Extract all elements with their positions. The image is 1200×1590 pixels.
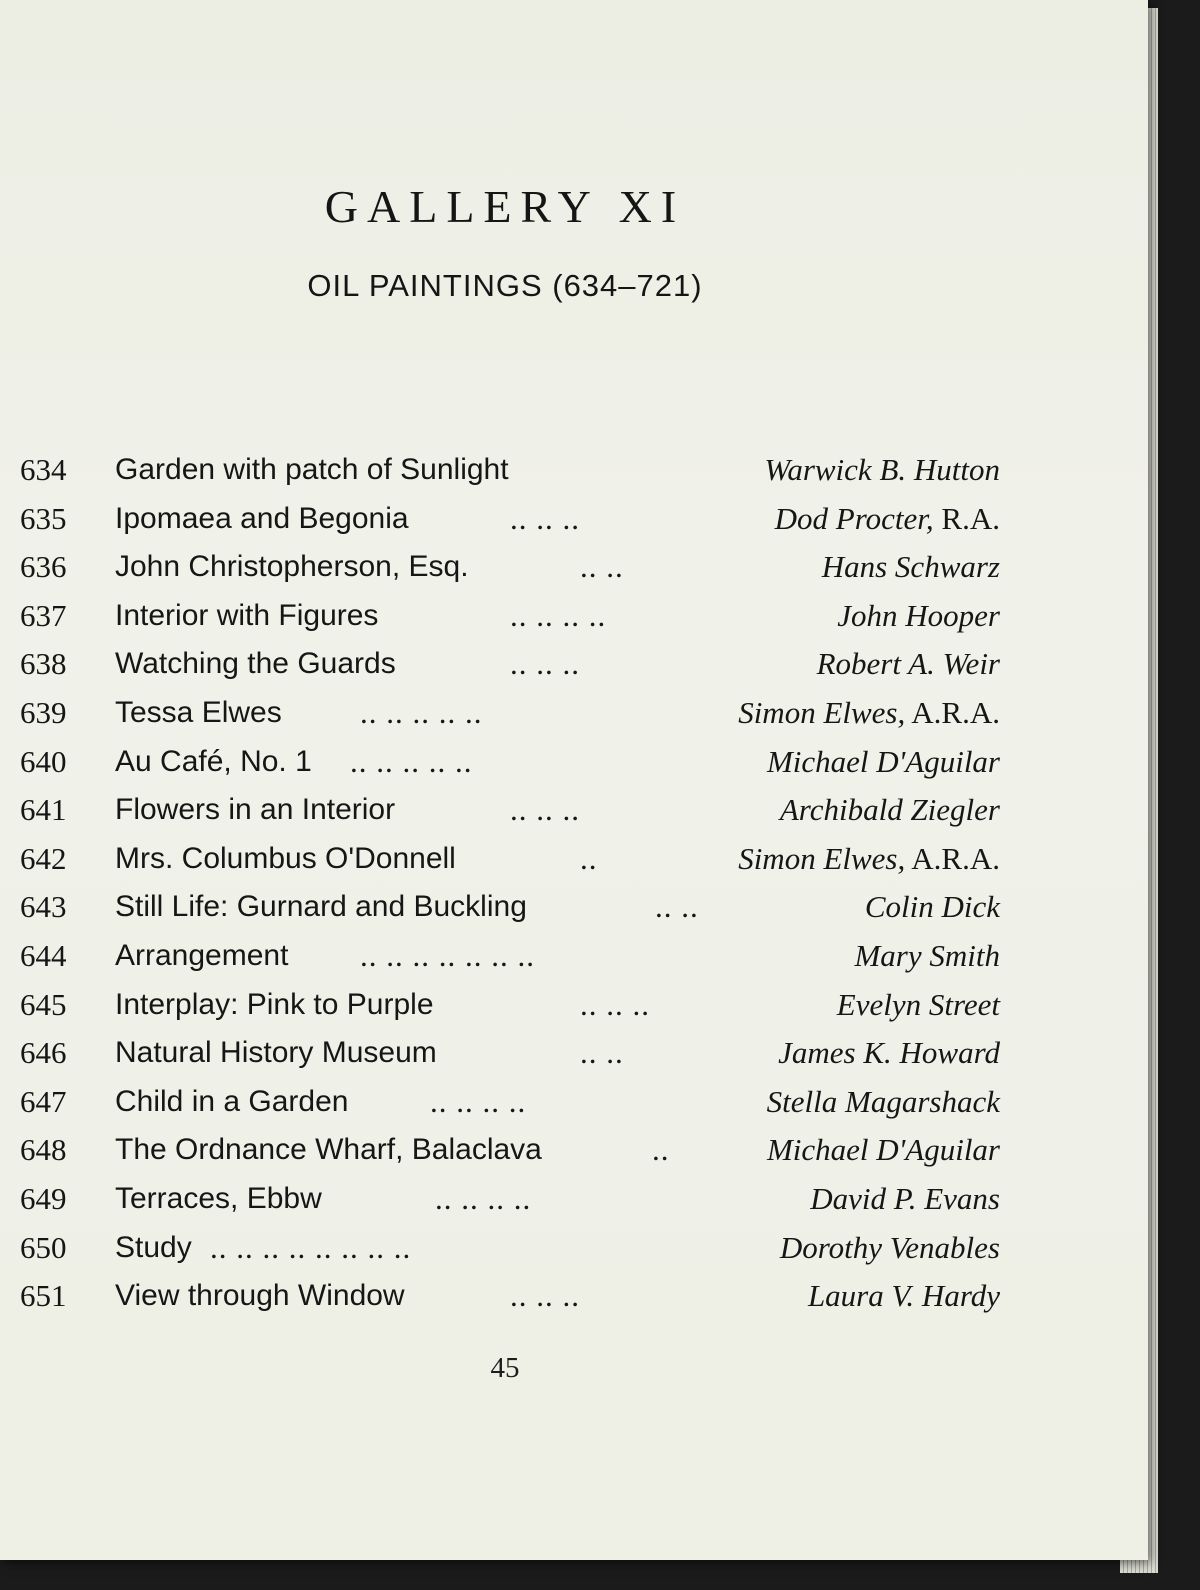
- painting-title: Garden with patch of Sunlight: [115, 453, 509, 486]
- painting-title: Watching the Guards: [115, 647, 396, 681]
- painting-title: Study: [115, 1230, 192, 1264]
- catalogue-number: 639: [20, 694, 67, 730]
- artist-name: Stella Magarshack: [766, 1083, 1000, 1119]
- artist-name: David P. Evans: [810, 1180, 1000, 1216]
- artist-name: James K. Howard: [778, 1035, 1000, 1071]
- painting-title: Natural History Museum: [115, 1036, 437, 1070]
- catalogue-number: 640: [20, 743, 67, 779]
- painting-title: Au Café, No. 1: [115, 744, 312, 778]
- painting-entry: [20, 592, 1000, 641]
- painting-entry: [20, 495, 1000, 544]
- painting-entry: [20, 1078, 1000, 1127]
- leader-dots: .. .. ..: [580, 986, 650, 1022]
- artist-honour: A.R.A.: [905, 694, 1000, 730]
- artist: [822, 543, 1000, 591]
- leader-dots: ..: [580, 840, 598, 876]
- gallery-heading: GALLERY XI: [324, 181, 686, 232]
- artist-honour: A.R.A.: [905, 840, 1000, 876]
- artist: [738, 835, 1000, 883]
- leader-dots: .. .. .. ..: [510, 597, 607, 633]
- leader-dots: .. .. ..: [510, 646, 580, 682]
- leader-dots: .. ..: [655, 889, 699, 925]
- page-number: 45: [490, 1352, 520, 1384]
- artist-name: Michael D'Aguilar: [766, 1132, 1000, 1168]
- leader-dots: .. ..: [580, 549, 624, 585]
- painting-entry: [20, 981, 1000, 1030]
- painting-entry: [20, 446, 1000, 495]
- leader-dots: .. .. ..: [510, 500, 580, 536]
- artist: [865, 883, 1000, 931]
- painting-title: Mrs. Columbus O'Donnell: [115, 841, 456, 875]
- painting-entry: [20, 738, 1000, 787]
- leader-dots: .. .. .. .. ..: [360, 694, 483, 730]
- artist: [764, 446, 1000, 494]
- painting-entry: [20, 689, 1000, 738]
- painting-title: Flowers in an Interior: [115, 793, 396, 827]
- artist-name: Dod Procter,: [774, 500, 934, 536]
- painting-title: View through Window: [115, 1279, 405, 1313]
- leader-dots: .. .. .. .. .. .. .. ..: [210, 1229, 412, 1265]
- artist: [778, 1029, 1000, 1077]
- painting-title: Arrangement: [115, 938, 289, 972]
- artist-name: Mary Smith: [854, 937, 1000, 973]
- painting-entry: [20, 1224, 1000, 1273]
- catalogue-number: 638: [20, 646, 67, 682]
- artist-name: Dorothy Venables: [779, 1229, 1000, 1265]
- artist: [780, 1224, 1000, 1272]
- catalogue-number: 634: [20, 452, 67, 487]
- catalogue-number: 641: [20, 792, 67, 828]
- artist: [738, 689, 1000, 737]
- artist: [767, 1078, 1000, 1126]
- artist: [854, 932, 1000, 980]
- painting-title: Tessa Elwes: [115, 695, 282, 729]
- artist-name: Colin Dick: [864, 889, 1000, 925]
- leader-dots: .. ..: [580, 1035, 624, 1071]
- leader-dots: .. .. ..: [510, 1278, 580, 1314]
- catalogue-number: 650: [20, 1229, 67, 1265]
- artist-name: Simon Elwes,: [738, 694, 906, 730]
- artist: [767, 738, 1000, 786]
- painting-title: Interplay: Pink to Purple: [115, 987, 434, 1021]
- leader-dots: .. .. .. ..: [430, 1083, 527, 1119]
- catalogue-number: 651: [20, 1278, 67, 1314]
- artist: [837, 981, 1000, 1029]
- painting-title: Terraces, Ebbw: [115, 1181, 322, 1215]
- catalogue-number: 647: [20, 1083, 67, 1119]
- catalogue-number: 646: [20, 1035, 67, 1071]
- artist: [808, 1272, 1000, 1320]
- painting-entry: [20, 883, 1000, 932]
- catalogue-number: 648: [20, 1132, 67, 1168]
- painting-entry: [20, 835, 1000, 884]
- artist: [775, 495, 1000, 543]
- catalogue-number: 644: [20, 937, 67, 973]
- painting-title: Interior with Figures: [115, 598, 379, 632]
- artist-name: Hans Schwarz: [821, 549, 1000, 585]
- painting-entry: [20, 543, 1000, 592]
- painting-entry: [20, 932, 1000, 981]
- leader-dots: ..: [652, 1132, 670, 1168]
- artist-name: Laura V. Hardy: [807, 1278, 1000, 1314]
- catalogue-number: 649: [20, 1180, 67, 1216]
- painting-title: The Ordnance Wharf, Balaclava: [115, 1133, 542, 1167]
- catalogue-number: 642: [20, 840, 67, 876]
- artist-name: John Hooper: [837, 597, 1000, 633]
- artist: [767, 1126, 1000, 1174]
- painting-title: Child in a Garden: [115, 1084, 349, 1118]
- painting-list: [20, 446, 1000, 1321]
- painting-title: Ipomaea and Begonia: [115, 501, 409, 535]
- catalogue-number: 637: [20, 597, 67, 633]
- catalogue-number: 643: [20, 889, 67, 925]
- painting-entry: [20, 640, 1000, 689]
- leader-dots: .. .. .. .. ..: [350, 743, 473, 779]
- painting-entry: [20, 1029, 1000, 1078]
- artist-name: Robert A. Weir: [816, 646, 1000, 682]
- artist-name: Warwick B. Hutton: [764, 452, 1000, 487]
- painting-entry: [20, 786, 1000, 835]
- artist-name: Simon Elwes,: [738, 840, 906, 876]
- artist-name: Archibald Ziegler: [779, 792, 1000, 828]
- artist: [837, 592, 1000, 640]
- artist: [810, 1175, 1000, 1223]
- artist: [780, 786, 1000, 834]
- catalogue-number: 636: [20, 549, 67, 585]
- leader-dots: .. .. .. ..: [435, 1180, 532, 1216]
- leader-dots: .. .. .. .. .. .. ..: [360, 937, 535, 973]
- painting-entry: [20, 1272, 1000, 1321]
- painting-entry: [20, 1126, 1000, 1175]
- artist-name: Evelyn Street: [836, 986, 1000, 1022]
- painting-entry: [20, 1175, 1000, 1224]
- leader-dots: .. .. ..: [510, 792, 580, 828]
- artist-name: Michael D'Aguilar: [766, 743, 1000, 779]
- painting-title: John Christopherson, Esq.: [115, 550, 469, 584]
- catalogue-number: 645: [20, 986, 67, 1022]
- artist-honour: R.A.: [933, 500, 1000, 536]
- section-subheading: OIL PAINTINGS (634–721): [307, 268, 703, 303]
- artist: [817, 640, 1000, 688]
- painting-title: Still Life: Gurnard and Buckling: [115, 890, 527, 924]
- catalogue-number: 635: [20, 500, 67, 536]
